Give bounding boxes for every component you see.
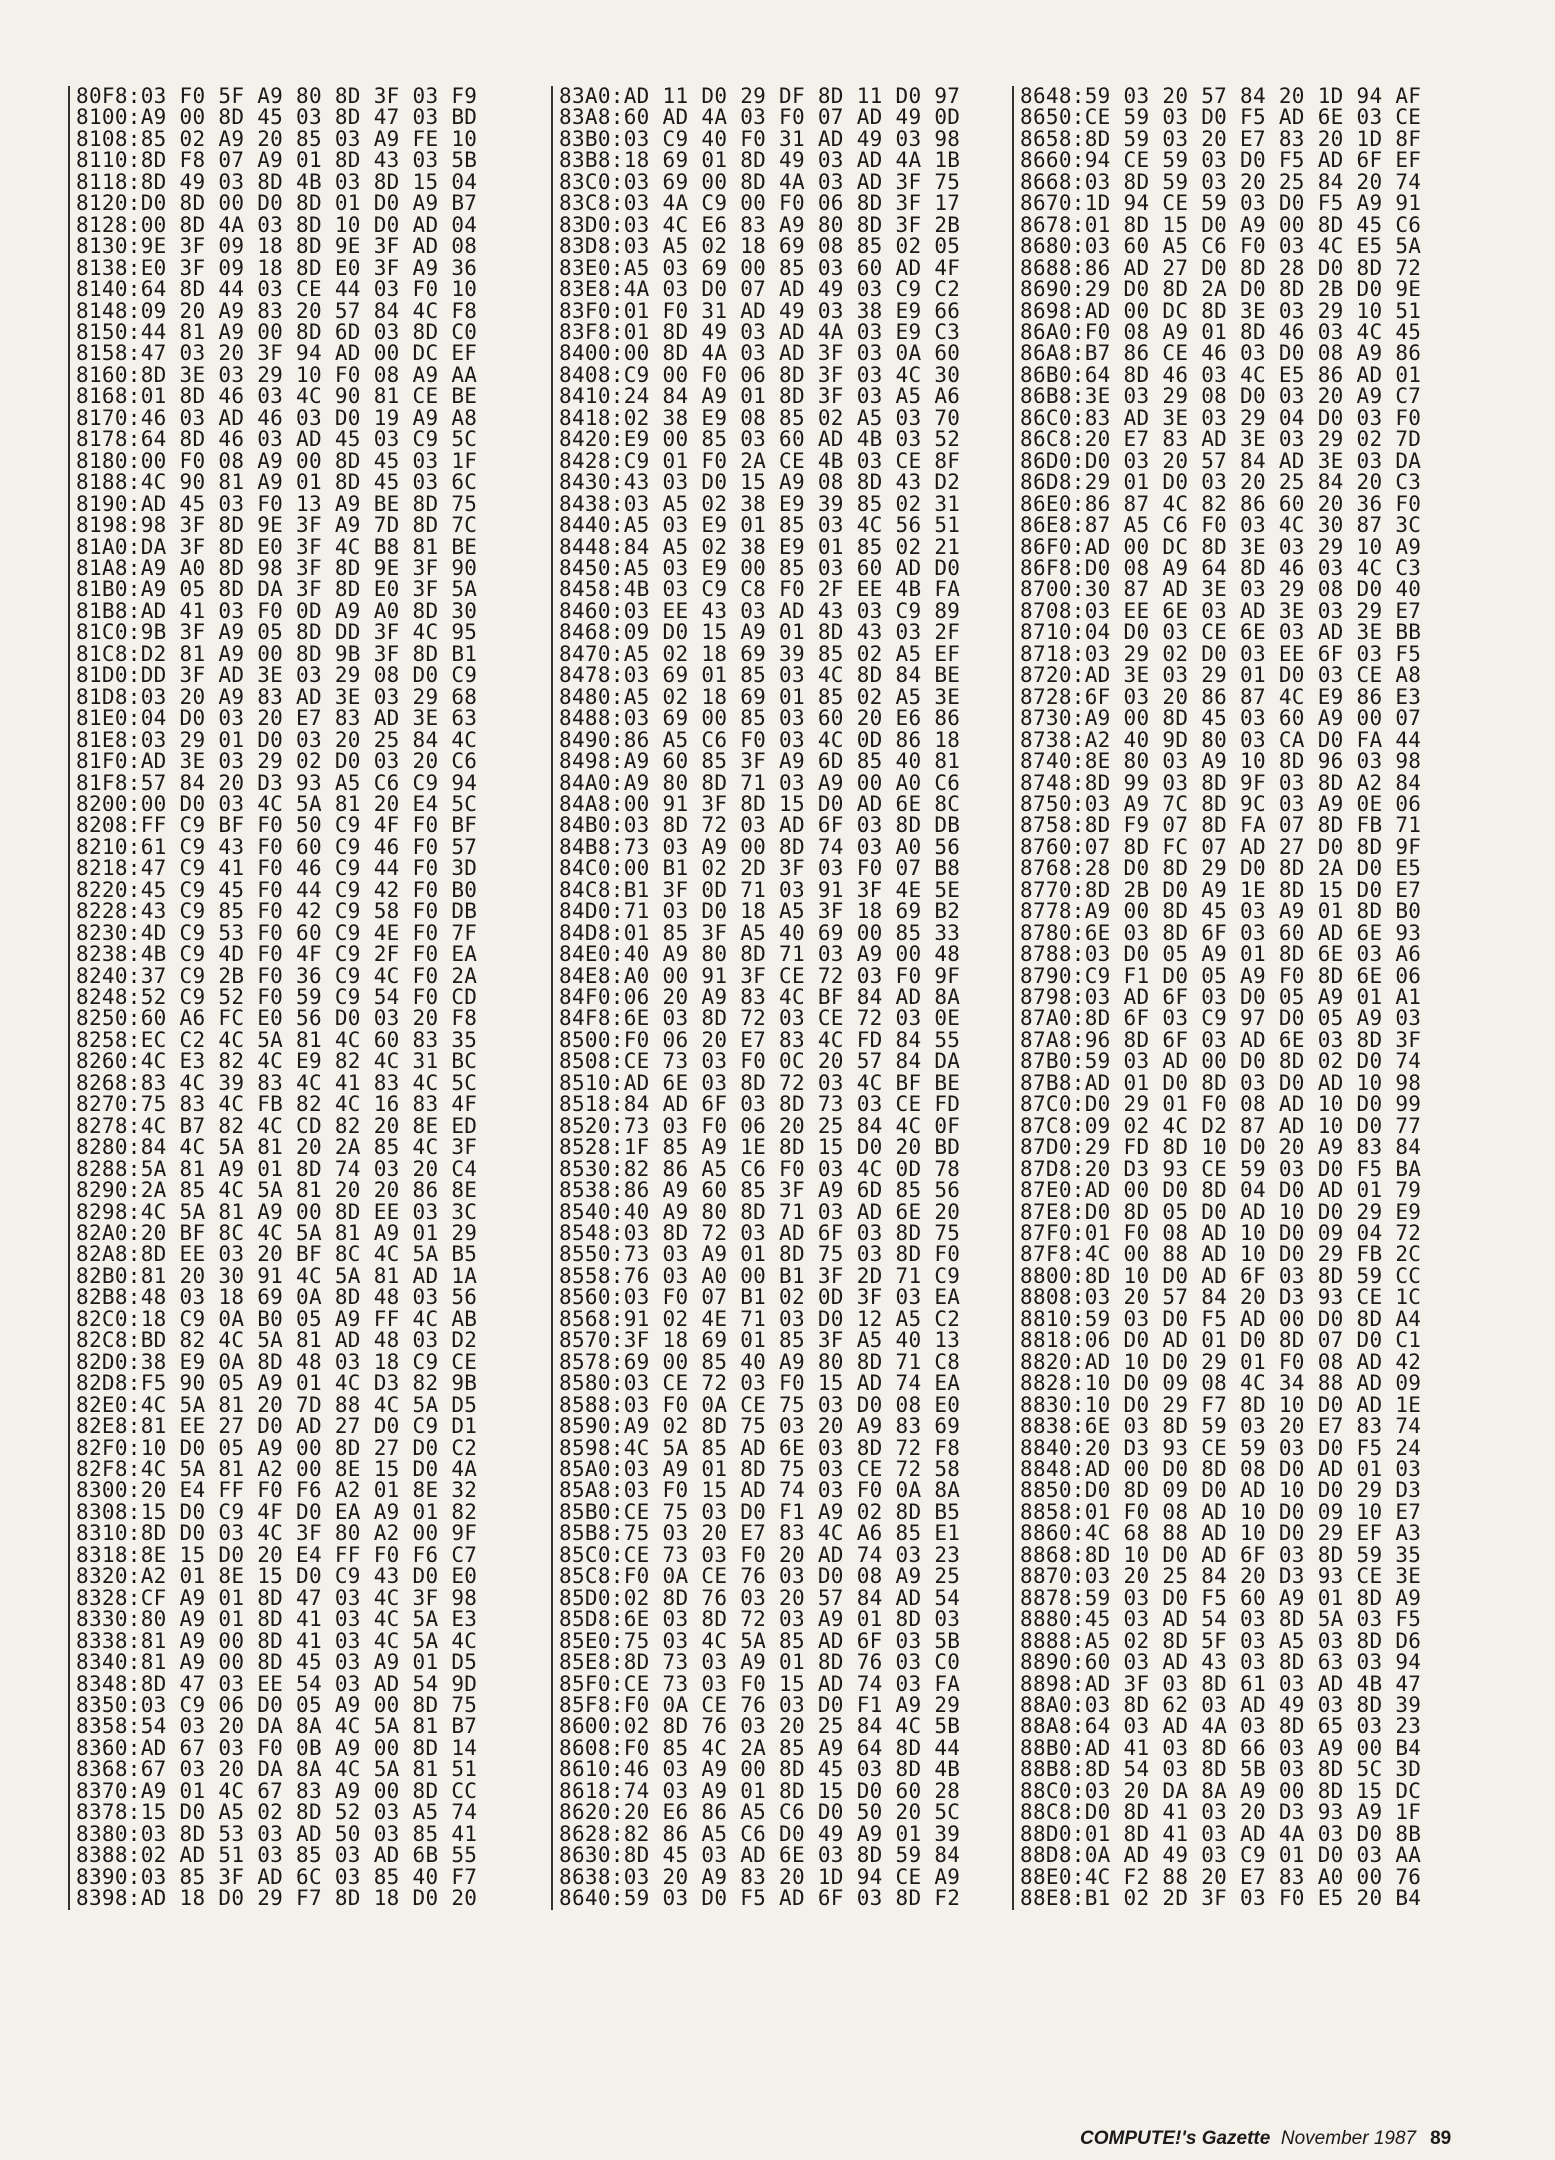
listing-line: 85F8:F0 0A CE 76 03 D0 F1 A9 29 <box>559 1692 961 1717</box>
listing-line: 8488:03 69 00 85 03 60 20 E6 86 <box>559 706 961 731</box>
listing-line: 81C0:9B 3F A9 05 8D DD 3F 4C 95 <box>76 620 478 645</box>
listing-line: 88E0:4C F2 88 20 E7 83 A0 00 76 <box>1020 1864 1422 1889</box>
listing-line: 85A0:03 A9 01 8D 75 03 CE 72 58 <box>559 1457 961 1481</box>
listing-line: 8770:8D 2B D0 A9 1E 8D 15 D0 E7 <box>1020 877 1422 902</box>
listing-line: 8130:9E 3F 09 18 8D 9E 3F AD 08 <box>76 234 478 259</box>
listing-line: 8370:A9 01 4C 67 83 A9 00 8D CC <box>76 1778 478 1803</box>
listing-line: 82F0:10 D0 05 A9 00 8D 27 D0 C2 <box>76 1435 478 1460</box>
listing-line: 8618:74 03 A9 01 8D 15 D0 60 28 <box>559 1778 961 1803</box>
listing-column-2 <box>551 86 1033 1910</box>
listing-line: 8808:03 20 57 84 20 D3 93 CE 1C <box>1020 1285 1422 1310</box>
listing-line: 8570:3F 18 69 01 85 3F A5 40 13 <box>559 1328 961 1353</box>
listing-line: 8328:CF A9 01 8D 47 03 4C 3F 98 <box>76 1585 478 1610</box>
listing-line: 85B0:CE 75 03 D0 F1 A9 02 8D B5 <box>559 1499 961 1524</box>
listing-line: 86F8:D0 08 A9 64 8D 46 03 4C C3 <box>1020 555 1422 580</box>
listing-line: 8340:81 A9 00 8D 45 03 A9 01 D5 <box>76 1650 478 1675</box>
listing-line: 8758:8D F9 07 8D FA 07 8D FB 71 <box>1020 813 1422 838</box>
listing-line: 8358:54 03 20 DA 8A 4C 5A 81 B7 <box>76 1714 478 1739</box>
listing-line: 8698:AD 00 DC 8D 3E 03 29 10 51 <box>1020 298 1422 323</box>
listing-line: 85B8:75 03 20 E7 83 4C A6 85 E1 <box>559 1521 961 1546</box>
listing-line: 8580:03 CE 72 03 F0 15 AD 74 EA <box>559 1371 961 1396</box>
listing-line: 8148:09 20 A9 83 20 57 84 4C F8 <box>76 298 478 323</box>
listing-line: 8790:C9 F1 D0 05 A9 F0 8D 6E 06 <box>1020 963 1422 988</box>
listing-line: 8420:E9 00 85 03 60 AD 4B 03 52 <box>559 427 961 452</box>
listing-line: 87E0:AD 00 D0 8D 04 D0 AD 01 79 <box>1020 1178 1422 1203</box>
listing-line: 8100:A9 00 8D 45 03 8D 47 03 BD <box>76 105 478 130</box>
listing-line: 8898:AD 3F 03 8D 61 03 AD 4B 47 <box>1020 1671 1422 1696</box>
listing-line: 8858:01 F0 08 AD 10 D0 09 10 E7 <box>1020 1499 1422 1524</box>
listing-line: 8248:52 C9 52 F0 59 C9 54 F0 CD <box>76 985 478 1010</box>
listing-line: 8460:03 EE 43 03 AD 43 03 C9 89 <box>559 598 961 623</box>
listing-line: 8890:60 03 AD 43 03 8D 63 03 94 <box>1020 1650 1422 1675</box>
listing-line: 85C0:CE 73 03 F0 20 AD 74 03 23 <box>559 1542 961 1567</box>
listing-line: 87D0:29 FD 8D 10 D0 20 A9 83 84 <box>1020 1135 1422 1160</box>
listing-line: 86E8:87 A5 C6 F0 03 4C 30 87 3C <box>1020 513 1422 538</box>
listing-line: 8348:8D 47 03 EE 54 03 AD 54 9D <box>76 1671 478 1696</box>
listing-line: 8650:CE 59 03 D0 F5 AD 6E 03 CE <box>1020 105 1422 130</box>
listing-line: 8280:84 4C 5A 81 20 2A 85 4C 3F <box>76 1135 478 1160</box>
listing-line: 83C8:03 4A C9 00 F0 06 8D 3F 17 <box>559 191 961 216</box>
listing-line: 85D0:02 8D 76 03 20 57 84 AD 54 <box>559 1585 961 1610</box>
listing-line: 82A8:8D EE 03 20 BF 8C 4C 5A B5 <box>76 1242 478 1267</box>
listing-line: 8688:86 AD 27 D0 8D 28 D0 8D 72 <box>1020 255 1422 280</box>
listing-line: 8810:59 03 D0 F5 AD 00 D0 8D A4 <box>1020 1306 1422 1331</box>
listing-line: 81E0:04 D0 03 20 E7 83 AD 3E 63 <box>76 706 478 731</box>
listing-line: 82D8:F5 90 05 A9 01 4C D3 82 9B <box>76 1371 478 1396</box>
listing-line: 8448:84 A5 02 38 E9 01 85 02 21 <box>559 534 961 559</box>
listing-line: 8408:C9 00 F0 06 8D 3F 03 4C 30 <box>559 362 961 387</box>
listing-line: 8110:8D F8 07 A9 01 8D 43 03 5B <box>76 148 478 173</box>
listing-line: 8210:61 C9 43 F0 60 C9 46 F0 57 <box>76 834 478 859</box>
listing-line: 8180:00 F0 08 A9 00 8D 45 03 1F <box>76 448 478 473</box>
listing-line: 82D0:38 E9 0A 8D 48 03 18 C9 CE <box>76 1349 478 1374</box>
listing-line: 8640:59 03 D0 F5 AD 6F 03 8D F2 <box>559 1886 961 1911</box>
listing-line: 88D8:0A AD 49 03 C9 01 D0 03 AA <box>1020 1843 1422 1868</box>
listing-line: 82A0:20 BF 8C 4C 5A 81 A9 01 29 <box>76 1221 478 1246</box>
listing-line: 88A0:03 8D 62 03 AD 49 03 8D 39 <box>1020 1692 1422 1717</box>
listing-line: 8260:4C E3 82 4C E9 82 4C 31 BC <box>76 1049 478 1074</box>
listing-line: 84E8:A0 00 91 3F CE 72 03 F0 9F <box>559 963 961 988</box>
listing-line: 81E8:03 29 01 D0 03 20 25 84 4C <box>76 727 478 752</box>
listing-line: 81A8:A9 A0 8D 98 3F 8D 9E 3F 90 <box>76 555 478 580</box>
listing-line: 82B8:48 03 18 69 0A 8D 48 03 56 <box>76 1285 478 1310</box>
listing-line: 86A0:F0 08 A9 01 8D 46 03 4C 45 <box>1020 319 1422 344</box>
listing-line: 8598:4C 5A 85 AD 6E 03 8D 72 F8 <box>559 1435 961 1460</box>
listing-line: 86D0:D0 03 20 57 84 AD 3E 03 DA <box>1020 448 1422 473</box>
listing-line: 8660:94 CE 59 03 D0 F5 AD 6F EF <box>1020 148 1422 173</box>
listing-line: 83D0:03 4C E6 83 A9 80 8D 3F 2B <box>559 212 961 237</box>
listing-line: 8240:37 C9 2B F0 36 C9 4C F0 2A <box>76 963 478 988</box>
listing-line: 8118:8D 49 03 8D 4B 03 8D 15 04 <box>76 169 478 194</box>
listing-line: 8658:8D 59 03 20 E7 83 20 1D 8F <box>1020 126 1422 151</box>
listing-line: 87A0:8D 6F 03 C9 97 D0 05 A9 03 <box>1020 1006 1422 1031</box>
listing-line: 8188:4C 90 81 A9 01 8D 45 03 6C <box>76 470 478 495</box>
listing-line: 8380:03 8D 53 03 AD 50 03 85 41 <box>76 1821 478 1846</box>
listing-line: 8750:03 A9 7C 8D 9C 03 A9 0E 06 <box>1020 791 1422 816</box>
listing-line: 8588:03 F0 0A CE 75 03 D0 08 E0 <box>559 1392 961 1417</box>
listing-line: 84E0:40 A9 80 8D 71 03 A9 00 48 <box>559 942 961 967</box>
listing-line: 86E0:86 87 4C 82 86 60 20 36 F0 <box>1020 491 1422 516</box>
listing-line: 8578:69 00 85 40 A9 80 8D 71 C8 <box>559 1349 961 1374</box>
listing-line: 81C8:D2 81 A9 00 8D 9B 3F 8D B1 <box>76 641 478 666</box>
listing-line: 8310:8D D0 03 4C 3F 80 A2 00 9F <box>76 1521 478 1546</box>
listing-line: 82B0:81 20 30 91 4C 5A 81 AD 1A <box>76 1263 478 1288</box>
listing-line: 8608:F0 85 4C 2A 85 A9 64 8D 44 <box>559 1735 961 1760</box>
listing-line: 8568:91 02 4E 71 03 D0 12 A5 C2 <box>559 1306 961 1331</box>
listing-line: 8438:03 A5 02 38 E9 39 85 02 31 <box>559 491 961 516</box>
listing-line: 8590:A9 02 8D 75 03 20 A9 83 69 <box>559 1414 961 1439</box>
listing-line: 8610:46 03 A9 00 8D 45 03 8D 4B <box>559 1757 961 1782</box>
listing-line: 8230:4D C9 53 F0 60 C9 4E F0 7F <box>76 920 478 945</box>
listing-line: 8220:45 C9 45 F0 44 C9 42 F0 B0 <box>76 877 478 902</box>
listing-line: 81B0:A9 05 8D DA 3F 8D E0 3F 5A <box>76 577 478 602</box>
listing-line: 8868:8D 10 D0 AD 6F 03 8D 59 35 <box>1020 1542 1422 1567</box>
listing-line: 83E0:A5 03 69 00 85 03 60 AD 4F <box>559 255 961 280</box>
listing-line: 8150:44 81 A9 00 8D 6D 03 8D C0 <box>76 319 478 344</box>
listing-line: 82E8:81 EE 27 D0 AD 27 D0 C9 D1 <box>76 1414 478 1439</box>
listing-line: 8108:85 02 A9 20 85 03 A9 FE 10 <box>76 126 478 151</box>
listing-line: 8298:4C 5A 81 A9 00 8D EE 03 3C <box>76 1199 478 1224</box>
listing-line: 82E0:4C 5A 81 20 7D 88 4C 5A D5 <box>76 1392 478 1417</box>
listing-line: 8398:AD 18 D0 29 F7 8D 18 D0 20 <box>76 1886 478 1911</box>
listing-line: 8138:E0 3F 09 18 8D E0 3F A9 36 <box>76 255 478 280</box>
listing-line: 88A8:64 03 AD 4A 03 8D 65 03 23 <box>1020 1714 1422 1739</box>
listing-line: 8478:03 69 01 85 03 4C 8D 84 BE <box>559 663 961 688</box>
listing-line: 8788:03 D0 05 A9 01 8D 6E 03 A6 <box>1020 942 1422 967</box>
listing-line: 8258:EC C2 4C 5A 81 4C 60 83 35 <box>76 1027 478 1052</box>
listing-line: 8818:06 D0 AD 01 D0 8D 07 D0 C1 <box>1020 1328 1422 1353</box>
listing-line: 87F0:01 F0 08 AD 10 D0 09 04 72 <box>1020 1221 1422 1246</box>
listing-line: 84B8:73 03 A9 00 8D 74 03 A0 56 <box>559 834 961 859</box>
listing-line: 87C0:D0 29 01 F0 08 AD 10 D0 99 <box>1020 1092 1422 1117</box>
listing-line: 87D8:20 D3 93 CE 59 03 D0 F5 BA <box>1020 1156 1422 1181</box>
listing-line: 8168:01 8D 46 03 4C 90 81 CE BE <box>76 384 478 409</box>
listing-line: 8680:03 60 A5 C6 F0 03 4C E5 5A <box>1020 234 1422 259</box>
listing-line: 8630:8D 45 03 AD 6E 03 8D 59 84 <box>559 1843 961 1868</box>
listing-line: 8160:8D 3E 03 29 10 F0 08 A9 AA <box>76 362 478 387</box>
listing-line: 8170:46 03 AD 46 03 D0 19 A9 A8 <box>76 405 478 430</box>
listing-line: 8520:73 03 F0 06 20 25 84 4C 0F <box>559 1113 961 1138</box>
listing-line: 8558:76 03 A0 00 B1 3F 2D 71 C9 <box>559 1263 961 1288</box>
listing-line: 8480:A5 02 18 69 01 85 02 A5 3E <box>559 684 961 709</box>
listing-line: 87E8:D0 8D 05 D0 AD 10 D0 29 E9 <box>1020 1199 1422 1224</box>
listing-line: 86A8:B7 86 CE 46 03 D0 08 A9 86 <box>1020 341 1422 366</box>
listing-line: 88B8:8D 54 03 8D 5B 03 8D 5C 3D <box>1020 1757 1422 1782</box>
listing-line: 8308:15 D0 C9 4F D0 EA A9 01 82 <box>76 1499 478 1524</box>
listing-line: 8198:98 3F 8D 9E 3F A9 7D 8D 7C <box>76 513 478 538</box>
listing-line: 87F8:4C 00 88 AD 10 D0 29 FB 2C <box>1020 1242 1422 1267</box>
listing-line: 84D8:01 85 3F A5 40 69 00 85 33 <box>559 920 961 945</box>
listing-line: 83A0:AD 11 D0 29 DF 8D 11 D0 97 <box>559 84 961 108</box>
listing-line: 8798:03 AD 6F 03 D0 05 A9 01 A1 <box>1020 985 1422 1010</box>
listing-line: 86F0:AD 00 DC 8D 3E 03 29 10 A9 <box>1020 534 1422 559</box>
listing-line: 8628:82 86 A5 C6 D0 49 A9 01 39 <box>559 1821 961 1846</box>
listing-line: 86B8:3E 03 29 08 D0 03 20 A9 C7 <box>1020 384 1422 409</box>
listing-line: 8378:15 D0 A5 02 8D 52 03 A5 74 <box>76 1800 478 1825</box>
listing-line: 8708:03 EE 6E 03 AD 3E 03 29 E7 <box>1020 598 1422 623</box>
listing-line: 8158:47 03 20 3F 94 AD 00 DC EF <box>76 341 478 366</box>
listing-line: 8780:6E 03 8D 6F 03 60 AD 6E 93 <box>1020 920 1422 945</box>
listing-line: 84A8:00 91 3F 8D 15 D0 AD 6E 8C <box>559 791 961 816</box>
listing-line: 81A0:DA 3F 8D E0 3F 4C B8 81 BE <box>76 534 478 559</box>
listing-line: 8828:10 D0 09 08 4C 34 88 AD 09 <box>1020 1371 1422 1396</box>
listing-line: 8778:A9 00 8D 45 03 A9 01 8D B0 <box>1020 899 1422 924</box>
listing-line: 84B0:03 8D 72 03 AD 6F 03 8D DB <box>559 813 961 838</box>
listing-line: 82C0:18 C9 0A B0 05 A9 FF 4C AB <box>76 1306 478 1331</box>
listing-line: 8668:03 8D 59 03 20 25 84 20 74 <box>1020 169 1422 194</box>
listing-line: 8140:64 8D 44 03 CE 44 03 F0 10 <box>76 277 478 302</box>
listing-line: 8218:47 C9 41 F0 46 C9 44 F0 3D <box>76 856 478 881</box>
listing-line: 88B0:AD 41 03 8D 66 03 A9 00 B4 <box>1020 1735 1422 1760</box>
listing-line: 8840:20 D3 93 CE 59 03 D0 F5 24 <box>1020 1435 1422 1460</box>
listing-line: 8600:02 8D 76 03 20 25 84 4C 5B <box>559 1714 961 1739</box>
listing-line: 8178:64 8D 46 03 AD 45 03 C9 5C <box>76 427 478 452</box>
listing-line: 8238:4B C9 4D F0 4F C9 2F F0 EA <box>76 942 478 967</box>
listing-line: 8720:AD 3E 03 29 01 D0 03 CE A8 <box>1020 663 1422 688</box>
listing-line: 88C0:03 20 DA 8A A9 00 8D 15 DC <box>1020 1778 1422 1803</box>
listing-line: 8270:75 83 4C FB 82 4C 16 83 4F <box>76 1092 478 1117</box>
listing-line: 85C8:F0 0A CE 76 03 D0 08 A9 25 <box>559 1564 961 1589</box>
listing-line: 8748:8D 99 03 8D 9F 03 8D A2 84 <box>1020 770 1422 795</box>
listing-line: 8548:03 8D 72 03 AD 6F 03 8D 75 <box>559 1221 961 1246</box>
listing-line: 81B8:AD 41 03 F0 0D A9 A0 8D 30 <box>76 598 478 623</box>
listing-line: 81F0:AD 3E 03 29 02 D0 03 20 C6 <box>76 749 478 774</box>
listing-line: 8128:00 8D 4A 03 8D 10 D0 AD 04 <box>76 212 478 237</box>
listing-line: 8760:07 8D FC 07 AD 27 D0 8D 9F <box>1020 834 1422 859</box>
listing-line: 8500:F0 06 20 E7 83 4C FD 84 55 <box>559 1027 961 1052</box>
listing-line: 8530:82 86 A5 C6 F0 03 4C 0D 78 <box>559 1156 961 1181</box>
listing-line: 8440:A5 03 E9 01 85 03 4C 56 51 <box>559 513 961 538</box>
listing-column-1 <box>68 86 550 1910</box>
listing-line: 83B0:03 C9 40 F0 31 AD 49 03 98 <box>559 126 961 151</box>
listing-line: 80F8:03 F0 5F A9 80 8D 3F 03 F9 <box>76 84 478 108</box>
listing-line: 8878:59 03 D0 F5 60 A9 01 8D A9 <box>1020 1585 1422 1610</box>
page-footer <box>1080 2128 1451 2150</box>
listing-line: 8330:80 A9 01 8D 41 03 4C 5A E3 <box>76 1607 478 1632</box>
listing-line: 84C0:00 B1 02 2D 3F 03 F0 07 B8 <box>559 856 961 881</box>
listing-line: 83B8:18 69 01 8D 49 03 AD 4A 1B <box>559 148 961 173</box>
listing-line: 8288:5A 81 A9 01 8D 74 03 20 C4 <box>76 1156 478 1181</box>
listing-line: 8560:03 F0 07 B1 02 0D 3F 03 EA <box>559 1285 961 1310</box>
listing-line: 86B0:64 8D 46 03 4C E5 86 AD 01 <box>1020 362 1422 387</box>
listing-line: 88C8:D0 8D 41 03 20 D3 93 A9 1F <box>1020 1800 1422 1825</box>
listing-line: 85E8:8D 73 03 A9 01 8D 76 03 C0 <box>559 1650 961 1675</box>
listing-line: 84A0:A9 80 8D 71 03 A9 00 A0 C6 <box>559 770 961 795</box>
listing-line: 8190:AD 45 03 F0 13 A9 BE 8D 75 <box>76 491 478 516</box>
listing-line: 8290:2A 85 4C 5A 81 20 20 86 8E <box>76 1178 478 1203</box>
listing-line: 87A8:96 8D 6F 03 AD 6E 03 8D 3F <box>1020 1027 1422 1052</box>
listing-line: 8490:86 A5 C6 F0 03 4C 0D 86 18 <box>559 727 961 752</box>
listing-line: 8470:A5 02 18 69 39 85 02 A5 EF <box>559 641 961 666</box>
listing-line: 8278:4C B7 82 4C CD 82 20 8E ED <box>76 1113 478 1138</box>
listing-line: 8848:AD 00 D0 8D 08 D0 AD 01 03 <box>1020 1457 1422 1481</box>
listing-column-3 <box>1012 86 1494 1910</box>
listing-line: 8200:00 D0 03 4C 5A 81 20 E4 5C <box>76 791 478 816</box>
listing-line: 8518:84 AD 6F 03 8D 73 03 CE FD <box>559 1092 961 1117</box>
listing-line: 83F8:01 8D 49 03 AD 4A 03 E9 C3 <box>559 319 961 344</box>
listing-line: 83D8:03 A5 02 18 69 08 85 02 05 <box>559 234 961 259</box>
listing-line: 8850:D0 8D 09 D0 AD 10 D0 29 D3 <box>1020 1478 1422 1503</box>
listing-line: 84F0:06 20 A9 83 4C BF 84 AD 8A <box>559 985 961 1010</box>
listing-line: 8458:4B 03 C9 C8 F0 2F EE 4B FA <box>559 577 961 602</box>
listing-line: 8700:30 87 AD 3E 03 29 08 D0 40 <box>1020 577 1422 602</box>
listing-line: 88E8:B1 02 2D 3F 03 F0 E5 20 B4 <box>1020 1886 1422 1911</box>
listing-line: 87B8:AD 01 D0 8D 03 D0 AD 10 98 <box>1020 1070 1422 1095</box>
listing-line: 8430:43 03 D0 15 A9 08 8D 43 D2 <box>559 470 961 495</box>
listing-line: 8528:1F 85 A9 1E 8D 15 D0 20 BD <box>559 1135 961 1160</box>
listing-line: 8540:40 A9 80 8D 71 03 AD 6E 20 <box>559 1199 961 1224</box>
listing-line: 84C8:B1 3F 0D 71 03 91 3F 4E 5E <box>559 877 961 902</box>
listing-line: 87C8:09 02 4C D2 87 AD 10 D0 77 <box>1020 1113 1422 1138</box>
listing-line: 8880:45 03 AD 54 03 8D 5A 03 F5 <box>1020 1607 1422 1632</box>
listing-line: 8338:81 A9 00 8D 41 03 4C 5A 4C <box>76 1628 478 1653</box>
magazine-name: COMPUTE!'s Gazette <box>1080 2128 1271 2149</box>
listing-line: 8648:59 03 20 57 84 20 1D 94 AF <box>1020 84 1422 108</box>
listing-line: 8510:AD 6E 03 8D 72 03 4C BF BE <box>559 1070 961 1095</box>
listing-line: 86C8:20 E7 83 AD 3E 03 29 02 7D <box>1020 427 1422 452</box>
listing-line: 85A8:03 F0 15 AD 74 03 F0 0A 8A <box>559 1478 961 1503</box>
listing-line: 8738:A2 40 9D 80 03 CA D0 FA 44 <box>1020 727 1422 752</box>
listing-line: 8360:AD 67 03 F0 0B A9 00 8D 14 <box>76 1735 478 1760</box>
page-number: 89 <box>1430 2128 1452 2149</box>
listing-line: 8450:A5 03 E9 00 85 03 60 AD D0 <box>559 555 961 580</box>
listing-line: 84F8:6E 03 8D 72 03 CE 72 03 0E <box>559 1006 961 1031</box>
listing-line: 82C8:BD 82 4C 5A 81 AD 48 03 D2 <box>76 1328 478 1353</box>
listing-line: 86C0:83 AD 3E 03 29 04 D0 03 F0 <box>1020 405 1422 430</box>
listing-line: 8550:73 03 A9 01 8D 75 03 8D F0 <box>559 1242 961 1267</box>
listing-line: 8228:43 C9 85 F0 42 C9 58 F0 DB <box>76 899 478 924</box>
listing-line: 83C0:03 69 00 8D 4A 03 AD 3F 75 <box>559 169 961 194</box>
issue-date: November 1987 <box>1280 2128 1417 2149</box>
listing-line: 8740:8E 80 03 A9 10 8D 96 03 98 <box>1020 749 1422 774</box>
listing-line: 8718:03 29 02 D0 03 EE 6F 03 F5 <box>1020 641 1422 666</box>
listing-line: 83F0:01 F0 31 AD 49 03 38 E9 66 <box>559 298 961 323</box>
listing-line: 8468:09 D0 15 A9 01 8D 43 03 2F <box>559 620 961 645</box>
listing-line: 88D0:01 8D 41 03 AD 4A 03 D0 8B <box>1020 1821 1422 1846</box>
listing-line: 84D0:71 03 D0 18 A5 3F 18 69 B2 <box>559 899 961 924</box>
listing-line: 86D8:29 01 D0 03 20 25 84 20 C3 <box>1020 470 1422 495</box>
listing-line: 8410:24 84 A9 01 8D 3F 03 A5 A6 <box>559 384 961 409</box>
listing-line: 8388:02 AD 51 03 85 03 AD 6B 55 <box>76 1843 478 1868</box>
listing-line: 8768:28 D0 8D 29 D0 8D 2A D0 E5 <box>1020 856 1422 881</box>
listing-line: 8730:A9 00 8D 45 03 60 A9 00 07 <box>1020 706 1422 731</box>
listing-line: 8208:FF C9 BF F0 50 C9 4F F0 BF <box>76 813 478 838</box>
listing-line: 8400:00 8D 4A 03 AD 3F 03 0A 60 <box>559 341 961 366</box>
listing-line: 85D8:6E 03 8D 72 03 A9 01 8D 03 <box>559 1607 961 1632</box>
listing-line: 87B0:59 03 AD 00 D0 8D 02 D0 74 <box>1020 1049 1422 1074</box>
listing-line: 8320:A2 01 8E 15 D0 C9 43 D0 E0 <box>76 1564 478 1589</box>
listing-line: 8120:D0 8D 00 D0 8D 01 D0 A9 B7 <box>76 191 478 216</box>
listing-line: 8860:4C 68 88 AD 10 D0 29 EF A3 <box>1020 1521 1422 1546</box>
listing-line: 8888:A5 02 8D 5F 03 A5 03 8D D6 <box>1020 1628 1422 1653</box>
listing-line: 8368:67 03 20 DA 8A 4C 5A 81 51 <box>76 1757 478 1782</box>
listing-line: 8508:CE 73 03 F0 0C 20 57 84 DA <box>559 1049 961 1074</box>
listing-line: 8250:60 A6 FC E0 56 D0 03 20 F8 <box>76 1006 478 1031</box>
listing-line: 8300:20 E4 FF F0 F6 A2 01 8E 32 <box>76 1478 478 1503</box>
listing-line: 8318:8E 15 D0 20 E4 FF F0 F6 C7 <box>76 1542 478 1567</box>
listing-line: 81D8:03 20 A9 83 AD 3E 03 29 68 <box>76 684 478 709</box>
listing-line: 8710:04 D0 03 CE 6E 03 AD 3E BB <box>1020 620 1422 645</box>
listing-line: 8800:8D 10 D0 AD 6F 03 8D 59 CC <box>1020 1263 1422 1288</box>
listing-line: 8830:10 D0 29 F7 8D 10 D0 AD 1E <box>1020 1392 1422 1417</box>
listing-line: 8418:02 38 E9 08 85 02 A5 03 70 <box>559 405 961 430</box>
listing-line: 8670:1D 94 CE 59 03 D0 F5 A9 91 <box>1020 191 1422 216</box>
listing-line: 8390:03 85 3F AD 6C 03 85 40 F7 <box>76 1864 478 1889</box>
listing-line: 8428:C9 01 F0 2A CE 4B 03 CE 8F <box>559 448 961 473</box>
listing-line: 8498:A9 60 85 3F A9 6D 85 40 81 <box>559 749 961 774</box>
listing-line: 81D0:DD 3F AD 3E 03 29 08 D0 C9 <box>76 663 478 688</box>
listing-line: 8620:20 E6 86 A5 C6 D0 50 20 5C <box>559 1800 961 1825</box>
listing-line: 8838:6E 03 8D 59 03 20 E7 83 74 <box>1020 1414 1422 1439</box>
listing-line: 85F0:CE 73 03 F0 15 AD 74 03 FA <box>559 1671 961 1696</box>
listing-line: 8538:86 A9 60 85 3F A9 6D 85 56 <box>559 1178 961 1203</box>
listing-line: 81F8:57 84 20 D3 93 A5 C6 C9 94 <box>76 770 478 795</box>
listing-line: 83A8:60 AD 4A 03 F0 07 AD 49 0D <box>559 105 961 130</box>
listing-line: 8268:83 4C 39 83 4C 41 83 4C 5C <box>76 1070 478 1095</box>
listing-line: 8728:6F 03 20 86 87 4C E9 86 E3 <box>1020 684 1422 709</box>
listing-line: 8820:AD 10 D0 29 01 F0 08 AD 42 <box>1020 1349 1422 1374</box>
listing-line: 85E0:75 03 4C 5A 85 AD 6F 03 5B <box>559 1628 961 1653</box>
listing-line: 8678:01 8D 15 D0 A9 00 8D 45 C6 <box>1020 212 1422 237</box>
listing-line: 8638:03 20 A9 83 20 1D 94 CE A9 <box>559 1864 961 1889</box>
listing-line: 8870:03 20 25 84 20 D3 93 CE 3E <box>1020 1564 1422 1589</box>
listing-line: 83E8:4A 03 D0 07 AD 49 03 C9 C2 <box>559 277 961 302</box>
listing-line: 82F8:4C 5A 81 A2 00 8E 15 D0 4A <box>76 1457 478 1481</box>
listing-line: 8690:29 D0 8D 2A D0 8D 2B D0 9E <box>1020 277 1422 302</box>
listing-line: 8350:03 C9 06 D0 05 A9 00 8D 75 <box>76 1692 478 1717</box>
